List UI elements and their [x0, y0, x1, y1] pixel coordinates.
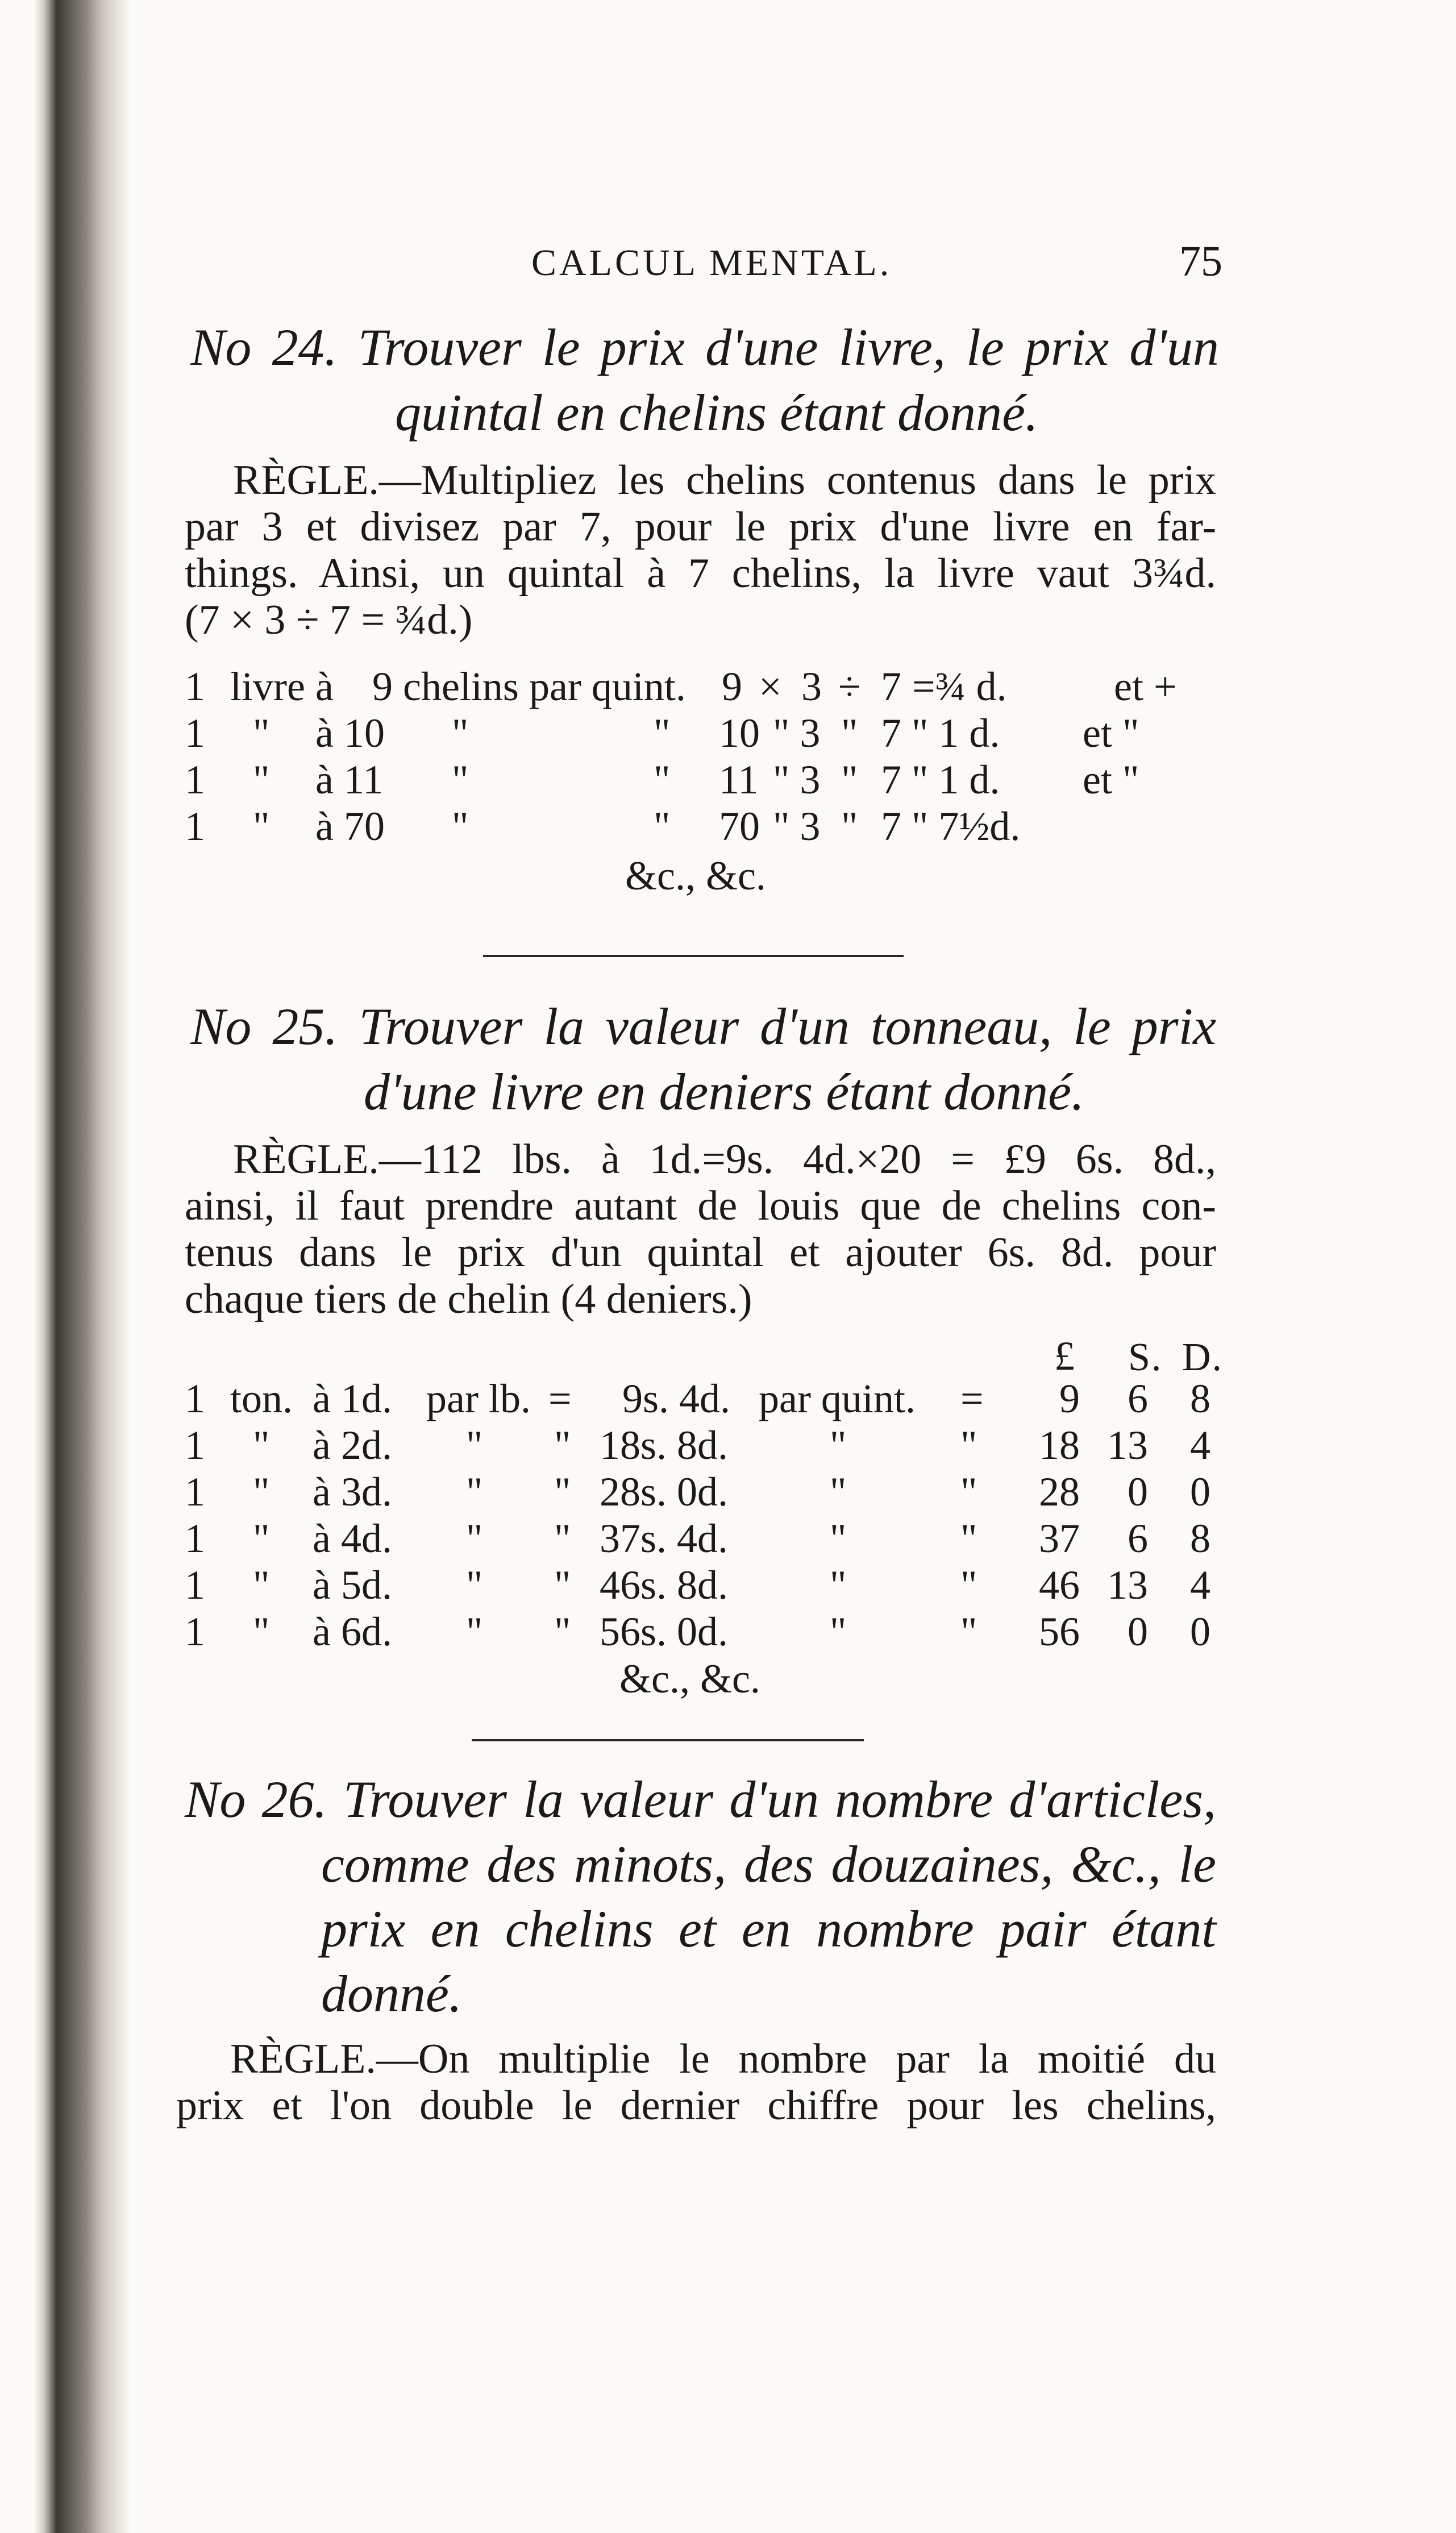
section-divider	[483, 955, 904, 957]
shillings-column-header: S.	[1128, 1336, 1163, 1379]
section-25-title-line-1: No 25. Trouver la valeur d'un tonneau, le prix	[190, 997, 1216, 1055]
table-cell: 1	[185, 1609, 205, 1654]
section-26-title-line-4: donné.	[321, 1965, 462, 2023]
shillings-cell: 13	[1107, 1562, 1148, 1608]
pence-cell: 0	[1190, 1609, 1210, 1654]
table-cell: "	[554, 1562, 571, 1608]
section-26-title-line-3: prix en chelins et en nombre pair étant	[321, 1900, 1216, 1958]
table-cell: "	[554, 1609, 571, 1654]
section-26-title-line-2: comme des minots, des douzaines, &c., le	[321, 1835, 1216, 1893]
table-cell: ÷	[838, 664, 861, 709]
pence-cell: 8	[1190, 1376, 1210, 1421]
table-cell: "	[452, 710, 469, 756]
table-cell: "	[466, 1609, 483, 1654]
table-cell: "	[830, 1469, 847, 1515]
table-cell: "	[253, 1516, 270, 1561]
running-header: CALCUL MENTAL.	[531, 242, 892, 284]
table-cell: "	[830, 1516, 847, 1561]
page-number: 75	[1179, 238, 1222, 285]
table-cell: 1	[185, 804, 205, 849]
table-cell: ton.	[230, 1376, 293, 1421]
table-cell: "	[960, 1609, 977, 1654]
book-gutter-shadow	[0, 0, 131, 2533]
table-cell: à 2d.	[313, 1423, 392, 1468]
section-24-rule-line-2: par 3 et divisez par 7, pour le prix d'une livre en far-	[185, 504, 1216, 550]
table-cell: "	[466, 1469, 483, 1515]
shillings-cell: 6	[1128, 1516, 1148, 1561]
table-cell: "	[554, 1469, 571, 1515]
shillings-cell: 6	[1128, 1376, 1148, 1421]
table-cell: "	[253, 1423, 270, 1468]
section-24-title-line-1: No 24. Trouver le prix d'une livre, le prix d'un	[190, 318, 1219, 376]
table-cell: 1	[185, 1562, 205, 1608]
section-24-title-line-2: quintal en chelins étant donné.	[395, 384, 1038, 442]
table-cell: 11	[719, 757, 759, 802]
table-cell: 28s. 0d.	[600, 1469, 729, 1515]
table-cell: " 3	[773, 710, 821, 756]
table-cell: livre à	[230, 664, 334, 709]
table-cell: "	[554, 1423, 571, 1468]
table-cell: 7 " 7½d.	[881, 804, 1021, 849]
table-cell: " 3	[773, 757, 821, 802]
section-26-rule-line-2: prix et l'on double le dernier chiffre pour les chelins,	[176, 2082, 1216, 2129]
table-cell: 9	[722, 664, 742, 709]
pounds-cell: 37	[1039, 1516, 1080, 1561]
section-25-title-line-2: d'une livre en deniers étant donné.	[364, 1063, 1085, 1121]
table-cell: 9s. 4d.	[622, 1376, 731, 1421]
table-cell: 18s. 8d.	[600, 1423, 729, 1468]
table-cell: 7	[881, 664, 901, 709]
section-25-rule-line-2: ainsi, il faut prendre autant de louis que de chelins con-	[185, 1183, 1216, 1229]
table-cell: 1	[185, 1423, 205, 1468]
table-cell: "	[654, 804, 671, 849]
table-cell: 1	[185, 710, 205, 756]
table-cell: "	[253, 1562, 270, 1608]
pence-cell: 0	[1190, 1469, 1210, 1515]
table-cell: "	[452, 804, 469, 849]
table-cell: 46s. 8d.	[600, 1562, 729, 1608]
shillings-cell: 0	[1128, 1609, 1148, 1654]
table-cell: 10	[719, 710, 760, 756]
table-cell: "	[841, 757, 858, 802]
table-cell: 9 chelins par quint.	[372, 664, 686, 709]
section-divider	[472, 1739, 864, 1741]
section-26-title-line-1: No 26. Trouver la valeur d'un nombre d'articles,	[185, 1770, 1216, 1828]
table-cell: et +	[1114, 664, 1177, 709]
table-cell: 1	[185, 757, 205, 802]
table-cell: 1	[185, 1376, 205, 1421]
table-cell: à 10	[315, 710, 385, 756]
shillings-cell: 13	[1107, 1423, 1148, 1468]
table-cell: par quint.	[759, 1376, 916, 1421]
table-cell: 1	[185, 1469, 205, 1515]
table-cell: à 70	[315, 804, 385, 849]
table-cell: 37s. 4d.	[600, 1516, 729, 1561]
section-25-rule-line-1: RÈGLE.—112 lbs. à 1d.=9s. 4d.×20 = £9 6s. 8d.,	[233, 1136, 1216, 1183]
table-cell: à 3d.	[313, 1469, 392, 1515]
section-25-etc: &c., &c.	[619, 1656, 760, 1702]
table-cell: 56s. 0d.	[600, 1609, 729, 1654]
section-25-rule-line-3: tenus dans le prix d'un quintal et ajouter 6s. 8d. pour	[185, 1229, 1216, 1276]
table-cell: =¾ d.	[912, 664, 1007, 709]
table-cell: "	[830, 1423, 847, 1468]
pence-cell: 4	[1190, 1562, 1210, 1608]
table-cell: "	[466, 1423, 483, 1468]
table-cell: "	[253, 710, 270, 756]
table-cell: à 11	[315, 757, 384, 802]
table-cell: "	[466, 1516, 483, 1561]
table-cell: "	[841, 710, 858, 756]
section-24-rule-line-3: things. Ainsi, un quintal à 7 chelins, la livre vaut 3¾d.	[185, 550, 1216, 597]
table-cell: et "	[1083, 757, 1139, 802]
pounds-cell: 28	[1039, 1469, 1080, 1515]
table-cell: "	[253, 1469, 270, 1515]
table-cell: "	[841, 804, 858, 849]
table-cell: "	[654, 757, 671, 802]
pounds-cell: 46	[1039, 1562, 1080, 1608]
table-cell: "	[466, 1562, 483, 1608]
table-cell: 7 " 1 d.	[881, 757, 1000, 802]
section-25-rule-line-4: chaque tiers de chelin (4 deniers.)	[185, 1276, 752, 1322]
pence-cell: 8	[1190, 1516, 1210, 1561]
table-cell: et "	[1083, 710, 1139, 756]
table-cell: à 5d.	[313, 1562, 392, 1608]
table-cell: "	[452, 757, 469, 802]
table-cell: "	[253, 1609, 270, 1654]
table-cell: "	[960, 1469, 977, 1515]
section-24-rule-line-1: RÈGLE.—Multipliez les chelins contenus dans le prix	[233, 457, 1216, 504]
table-cell: "	[830, 1562, 847, 1608]
table-cell: " 3	[773, 804, 821, 849]
pounds-column-header: £	[1054, 1333, 1075, 1379]
table-cell: "	[830, 1609, 847, 1654]
table-cell: à 6d.	[313, 1609, 392, 1654]
section-24-etc: &c., &c.	[625, 853, 766, 899]
table-cell: par lb.	[426, 1376, 531, 1421]
table-cell: 1	[185, 664, 205, 709]
table-cell: "	[253, 757, 270, 802]
table-cell: 1	[185, 1516, 205, 1561]
section-26-rule-line-1: RÈGLE.—On multiplie le nombre par la moitié du	[230, 2036, 1216, 2082]
table-cell: "	[654, 710, 671, 756]
table-cell: =	[960, 1376, 984, 1421]
pounds-cell: 56	[1039, 1609, 1080, 1654]
table-cell: ×	[759, 664, 782, 709]
table-cell: "	[253, 804, 270, 849]
section-24-rule-line-4: (7 × 3 ÷ 7 = ¾d.)	[185, 597, 473, 643]
pence-cell: 4	[1190, 1423, 1210, 1468]
pounds-cell: 9	[1059, 1376, 1080, 1421]
table-cell: 7 " 1 d.	[881, 710, 1000, 756]
table-cell: 3	[801, 664, 822, 709]
table-cell: =	[548, 1376, 572, 1421]
table-cell: à 1d.	[313, 1376, 392, 1421]
table-cell: "	[960, 1562, 977, 1608]
table-cell: 70	[719, 804, 760, 849]
shillings-cell: 0	[1128, 1469, 1148, 1515]
table-cell: "	[960, 1516, 977, 1561]
pence-column-header: D.	[1182, 1336, 1224, 1379]
table-cell: "	[554, 1516, 571, 1561]
table-cell: "	[960, 1423, 977, 1468]
table-cell: à 4d.	[313, 1516, 392, 1561]
pounds-cell: 18	[1039, 1423, 1080, 1468]
